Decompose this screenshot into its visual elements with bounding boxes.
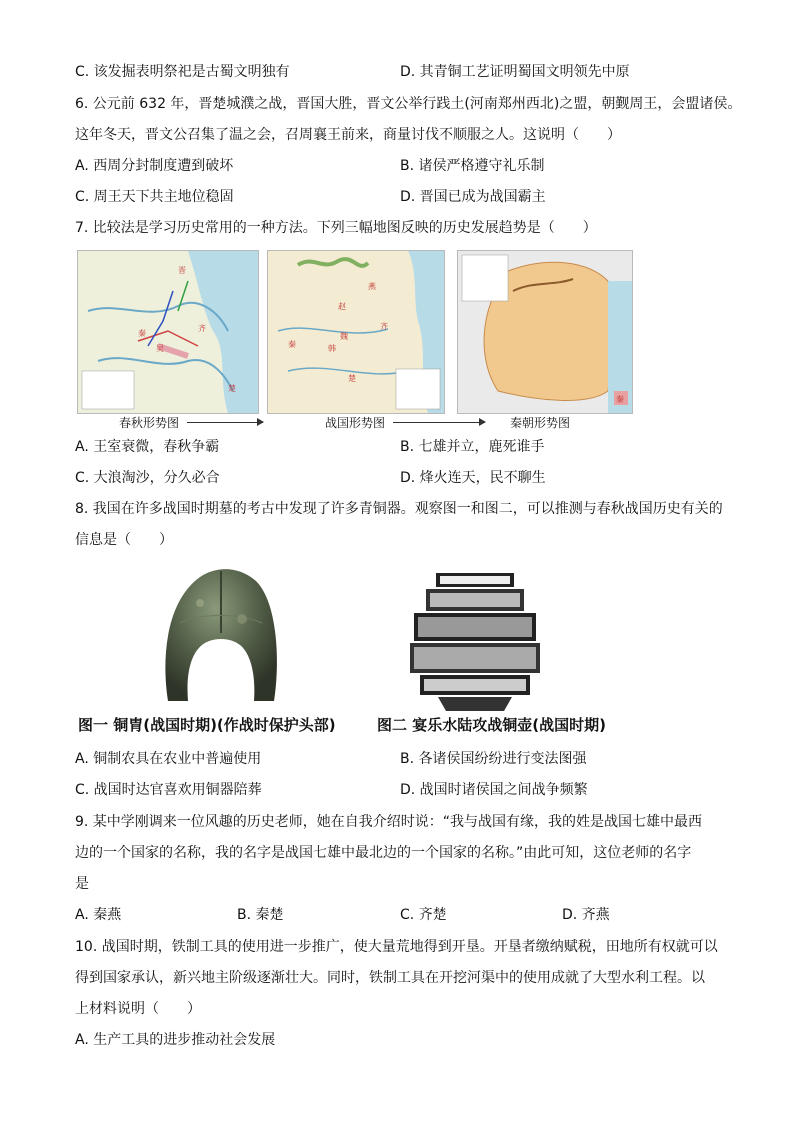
bronze-pot-rubbing-image — [408, 573, 542, 711]
map2-label-zhao: 赵 — [338, 302, 346, 311]
map1-label-chu: 楚 — [228, 384, 236, 393]
q10-stem-line1: 10. 战国时期，铁制工具的使用进一步推广，使大量荒地得到开垦。开垦者缴纳赋税，田地所有权就可以 — [75, 939, 718, 955]
q6-stem-line1: 6. 公元前 632 年，晋楚城濮之战，晋国大胜，晋文公举行践土(河南郑州西北)之盟，朝觐周王，会盟诸侯。 — [75, 96, 742, 112]
fig1-caption: 图一 铜胄(战国时期)(作战时保护头部) — [78, 716, 336, 734]
q7-map-figure — [77, 250, 633, 430]
q7-option-a: A. 王室衰微，春秋争霸 — [75, 439, 220, 455]
map-caption-warring-states: 战国形势图 — [325, 416, 386, 430]
q7-stem: 7. 比较法是学习历史常用的一种方法。下列三幅地图反映的历史发展趋势是（ ） — [75, 220, 597, 236]
q5-option-c: C. 该发掘表明祭祀是古蜀文明独有 — [75, 64, 290, 80]
fig2-caption: 图二 宴乐水陆攻战铜壶(战国时期) — [377, 716, 606, 734]
map-caption-qin: 秦朝形势图 — [510, 416, 571, 430]
bronze-helmet-image — [160, 563, 282, 705]
map2-label-qi: 齐 — [380, 322, 388, 331]
q10-stem-line3: 上材料说明（ ） — [75, 1001, 201, 1017]
trend-arrow-2 — [393, 422, 485, 423]
map-caption-spring-autumn: 春秋形势图 — [119, 416, 180, 430]
q6-option-d: D. 晋国已成为战国霸主 — [400, 189, 546, 205]
map1-label-jin: 晋 — [178, 266, 186, 275]
q9-option-a: A. 秦燕 — [75, 907, 122, 923]
map1-label-qi: 齐 — [198, 324, 206, 333]
map2-label-wei: 魏 — [340, 332, 348, 341]
warring-states-map — [267, 250, 445, 414]
q8-option-a: A. 铜制农具在农业中普遍使用 — [75, 751, 262, 767]
q6-option-a: A. 西周分封制度遭到破坏 — [75, 158, 234, 174]
map2-label-chu: 楚 — [348, 374, 356, 383]
map1-label-wu: 吴 — [156, 344, 164, 353]
q9-option-b: B. 秦楚 — [237, 907, 284, 923]
trend-arrow-1 — [187, 422, 263, 423]
q8-option-d: D. 战国时诸侯国之间战争频繁 — [400, 782, 588, 798]
q8-stem-line1: 8. 我国在许多战国时期墓的考古中发现了许多青铜器。观察图一和图二，可以推测与春秋战国历史有关的 — [75, 501, 723, 517]
q10-stem-line2: 得到国家承认，新兴地主阶级逐渐壮大。同时，铁制工具在开挖河渠中的使用成就了大型水利工程。以 — [75, 970, 705, 986]
map2-label-yan: 燕 — [368, 282, 376, 291]
q9-stem-line3: 是 — [75, 876, 89, 892]
map2-label-qin: 秦 — [288, 340, 296, 349]
q6-stem-line2: 这年冬天，晋文公召集了温之会，召周襄王前来，商量讨伐不顺服之人。这说明（ ） — [75, 127, 621, 143]
map2-label-han: 韩 — [328, 344, 336, 353]
q6-option-c: C. 周王天下共主地位稳固 — [75, 189, 234, 205]
q7-option-d: D. 烽火连天，民不聊生 — [400, 470, 546, 486]
q8-option-c: C. 战国时达官喜欢用铜器陪葬 — [75, 782, 262, 798]
qin-dynasty-map — [457, 250, 633, 414]
q5-option-d: D. 其青铜工艺证明蜀国文明领先中原 — [400, 64, 630, 80]
q7-option-b: B. 七雄并立，鹿死谁手 — [400, 439, 545, 455]
map1-label-qin: 秦 — [138, 329, 146, 338]
q9-option-c: C. 齐楚 — [400, 907, 447, 923]
q9-option-d: D. 齐燕 — [562, 907, 610, 923]
spring-autumn-map — [77, 250, 259, 414]
q9-stem-line1: 9. 某中学刚调来一位风趣的历史老师，她在自我介绍时说：“我与战国有缘，我的姓是战国七雄中最西 — [75, 814, 703, 830]
q8-option-b: B. 各诸侯国纷纷进行变法图强 — [400, 751, 587, 767]
q7-option-c: C. 大浪淘沙，分久必合 — [75, 470, 220, 486]
q8-stem-line2: 信息是（ ） — [75, 532, 173, 548]
q9-stem-line2: 边的一个国家的名称，我的名字是战国七雄中最北边的一个国家的名称。”由此可知，这位老师的名字 — [75, 845, 692, 861]
q10-option-a: A. 生产工具的进步推动社会发展 — [75, 1032, 276, 1048]
q6-option-b: B. 诸侯严格遵守礼乐制 — [400, 158, 545, 174]
map3-label-qin: 秦 — [616, 395, 624, 404]
